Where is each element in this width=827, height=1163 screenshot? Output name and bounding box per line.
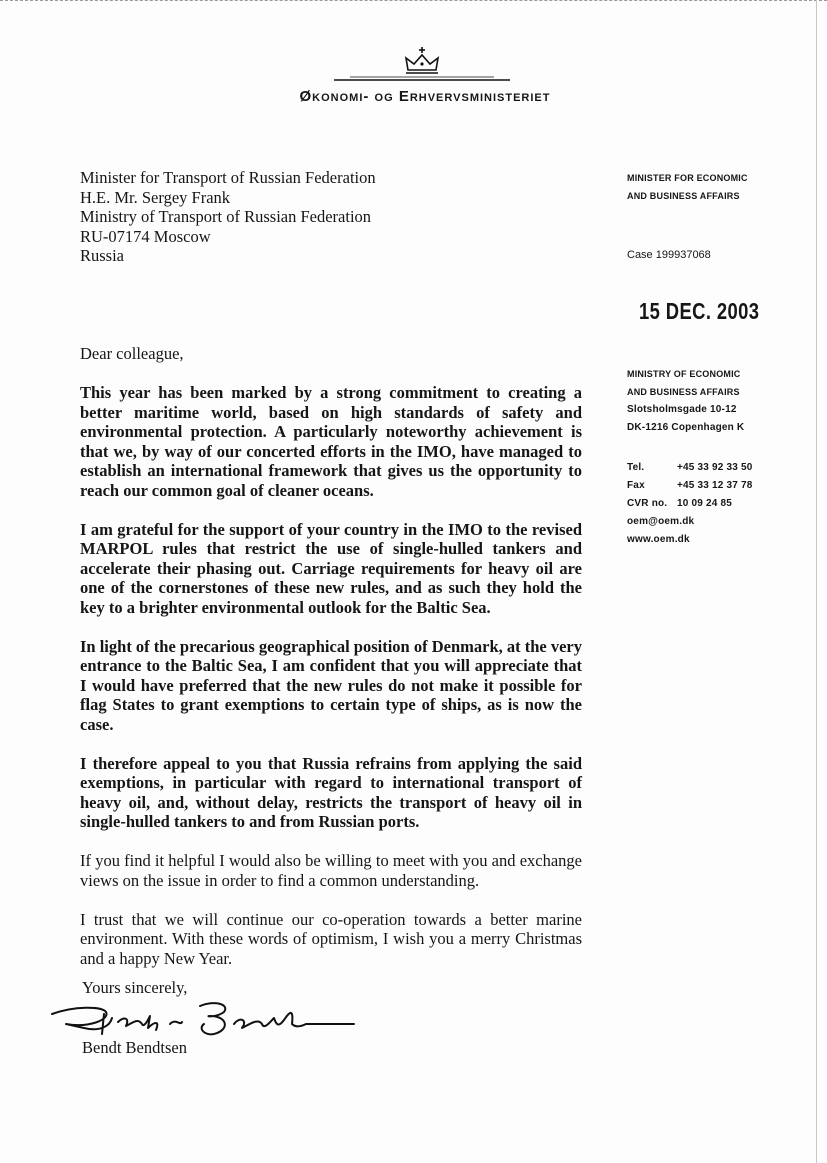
paragraph: This year has been marked by a strong commitment to creating a better maritime world, based on high standards of safety and environmental protection. A particularly noteworthy achievement is that we, by way of our concerted efforts in the IMO, have managed to establish an international framework that gives us the opportunity to reach our common goal of cleaner oceans.: [80, 383, 582, 500]
tel-row: Tel. +45 33 92 33 50: [627, 462, 753, 473]
website-link[interactable]: www.oem.dk: [627, 534, 690, 545]
paragraph: I am grateful for the support of your country in the IMO to the revised MARPOL rules that restrict the use of single-hulled tankers and accelerate their phasing out. Carriage requirements for heavy oil are one of the cornerstones of these new rules, and as such they hold the key to a brighter environmental outlook for the Baltic Sea.: [80, 519, 582, 617]
handwritten-signature: [44, 994, 364, 1038]
recipient-line: RU-07174 Moscow: [80, 226, 211, 246]
crown-emblem-icon: [330, 46, 514, 86]
closing: Yours sincerely,: [82, 978, 188, 997]
salutation: Dear colleague,: [80, 344, 184, 363]
date-stamp: 15 DEC. 2003: [639, 298, 760, 324]
fax-row: Fax +45 33 12 37 78: [627, 480, 753, 491]
scan-edge-right: [816, 0, 827, 1163]
contact-details: [627, 459, 753, 549]
letter-body: [80, 383, 582, 988]
recipient-line: H.E. Mr. Sergey Frank: [80, 187, 231, 207]
paragraph: I trust that we will continue our co-operation towards a better marine environment. With these words of optimism, I wish you a merry Christmas and a happy New Year.: [80, 909, 582, 968]
recipient-line: Minister for Transport of Russian Federation: [80, 168, 376, 187]
signer-name: Bendt Bendtsen: [82, 1038, 187, 1057]
recipient-line: Ministry of Transport of Russian Federation: [80, 207, 372, 226]
sender-title: MINISTER FOR ECONOMIC AND BUSINESS AFFAIRS: [627, 173, 748, 201]
case-number: Case 199937068: [627, 249, 711, 261]
ministry-name: Økonomi- og Erhvervsministeriet: [299, 88, 551, 105]
ministry-address: MINISTRY OF ECONOMIC AND BUSINESS AFFAIRS Slotsholmsgade 10-12 DK-1216 Copenhagen K: [627, 369, 745, 433]
paragraph: In light of the precarious geographical position of Denmark, at the very entrance to the Baltic Sea, I am confident that you will appreciate that I would have preferred that the new rules do not make it possible for flag States to grant exemptions to certain type of ships, as is now the case.: [80, 636, 583, 734]
recipient-address: [80, 168, 376, 266]
recipient-line: Russia: [80, 246, 125, 265]
paragraph: If you find it helpful I would also be willing to meet with you and exchange views on the issue in order to find a common understanding.: [80, 851, 582, 890]
email-link[interactable]: oem@oem.dk: [627, 516, 695, 527]
cvr-row: CVR no. 10 09 24 85: [627, 498, 733, 509]
paragraph: I therefore appeal to you that Russia refrains from applying the said exemptions, in particular with regard to international transport of heavy oil, and, without delay, restricts the transport of heavy oil in single-hulled tankers to and from Russian ports.: [80, 753, 582, 831]
scan-edge-top: [0, 0, 827, 7]
